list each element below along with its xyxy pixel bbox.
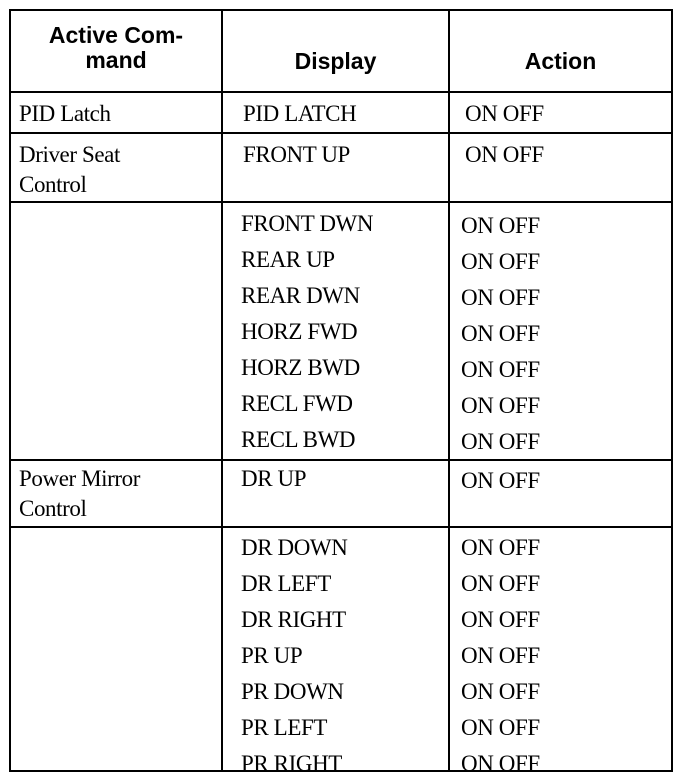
header-active-command: Active Com- mand: [48, 22, 184, 73]
column-divider: [448, 11, 450, 770]
action-item: ON OFF: [461, 429, 540, 454]
action-item: ON OFF: [461, 643, 540, 668]
display-item: DR LEFT: [241, 571, 331, 596]
action-item: ON OFF: [461, 607, 540, 632]
action-item: ON OFF: [461, 751, 540, 776]
action-cell: ON OFF: [461, 468, 540, 493]
action-cell: ON OFF: [465, 142, 544, 167]
display-item: PR DOWN: [241, 679, 344, 704]
header-action: Action: [524, 48, 597, 74]
display-cell: DR UP: [241, 466, 307, 491]
action-item: ON OFF: [461, 393, 540, 418]
command-table: [9, 9, 673, 776]
table-row: [11, 93, 671, 134]
table-header-row: [11, 11, 671, 93]
display-list: [241, 206, 373, 458]
column-divider: [221, 11, 223, 770]
header-display: Display: [294, 48, 377, 74]
action-cell: ON OFF: [465, 101, 544, 126]
display-item: REAR UP: [241, 247, 335, 272]
action-item: ON OFF: [461, 535, 540, 560]
table-row: [11, 528, 671, 776]
action-item: ON OFF: [461, 249, 540, 274]
display-item: PR LEFT: [241, 715, 328, 740]
display-item: REAR DWN: [241, 283, 360, 308]
action-item: ON OFF: [461, 213, 540, 238]
display-item: DR RIGHT: [241, 607, 346, 632]
table-row: [11, 134, 671, 203]
display-cell: FRONT UP: [243, 142, 350, 167]
display-item: RECL FWD: [241, 391, 353, 416]
display-item: PR UP: [241, 643, 303, 668]
action-item: ON OFF: [461, 285, 540, 310]
command-cell: PID Latch: [19, 101, 111, 126]
command-cell: Power Mirror Control: [19, 466, 141, 521]
action-item: ON OFF: [461, 321, 540, 346]
action-list: [461, 208, 540, 460]
action-item: ON OFF: [461, 571, 540, 596]
display-item: FRONT DWN: [241, 211, 374, 236]
display-cell: PID LATCH: [243, 101, 357, 126]
display-item: PR RIGHT: [241, 751, 342, 776]
display-list: [241, 530, 347, 782]
display-item: HORZ FWD: [241, 319, 358, 344]
action-list: [461, 530, 540, 782]
table-row: [11, 461, 671, 528]
action-item: ON OFF: [461, 715, 540, 740]
table-row: [11, 203, 671, 461]
action-item: ON OFF: [461, 357, 540, 382]
display-item: RECL BWD: [241, 427, 356, 452]
action-item: ON OFF: [461, 679, 540, 704]
display-item: DR DOWN: [241, 535, 348, 560]
display-item: HORZ BWD: [241, 355, 360, 380]
command-cell: Driver Seat Control: [19, 142, 120, 197]
